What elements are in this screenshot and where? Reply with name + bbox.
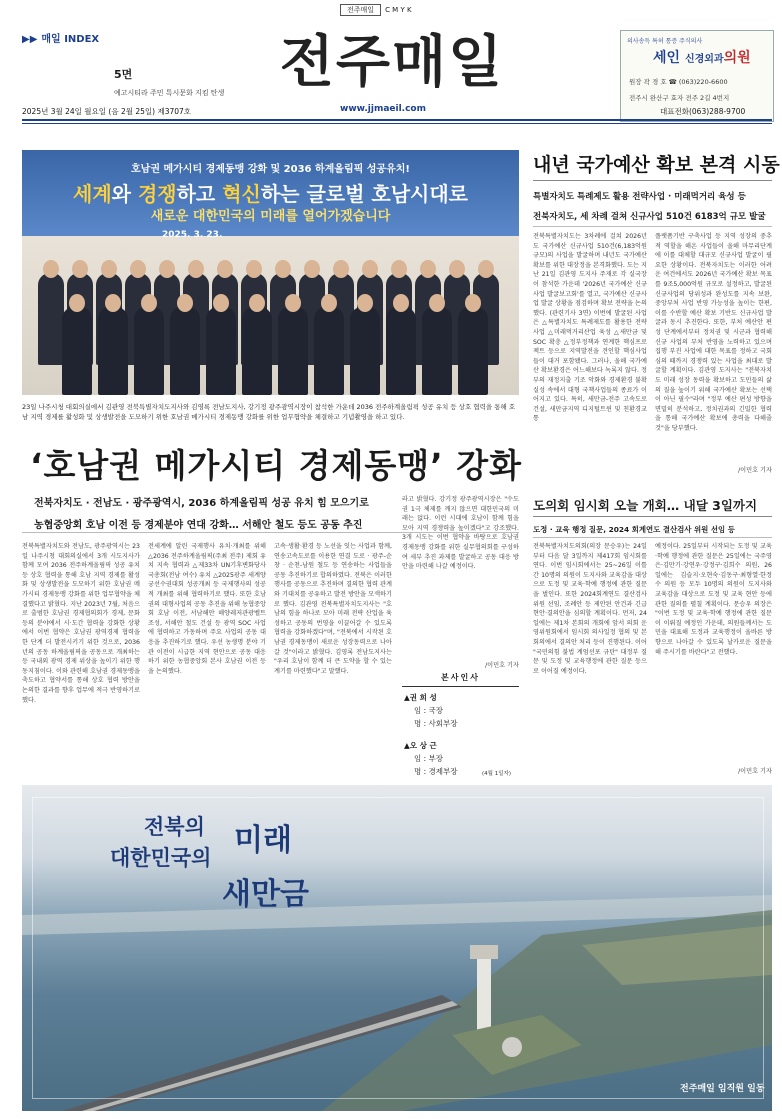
photo-person-head xyxy=(217,260,233,278)
photo-person xyxy=(422,307,452,395)
photo-person xyxy=(278,307,308,395)
personnel-title: 본사인사 xyxy=(441,673,480,682)
ad-name: 세인 신경외과의원 xyxy=(653,50,751,66)
main-column-3: 고속·생활·환경 등 노선을 잇는 사업과 함께, 연송고속도로를 이용한 연결 도로 · 광주-순창 · 순천-남원 철도 등 연송하는 사업들을 공동 추진하기로 합의하였다. 전북은 이러한 행사를 공동으로 추진하며 결의한 협력 관계와 기대치를 공유하고 발전 방안을 모색하기로 했다. 김관영 전북특별자치도지사는 "호남의 힘을 하나로 모아 미래 전략 산업을 육성하고 공동의 번영을 이끌어갈 수 있도록 협력을 강화하겠다"며, "전북에서 시작된 호남권 경제동맹이 새로운 성장동력으로 나아갈 것"이라고 밝혔다. 김영록 전남도지사는 "우리 호남이 함께 더 큰 도약을 할 수 있는 계기를 마련했다"고 말했다. xyxy=(274,543,392,675)
r2-byline: /이민호 기자 xyxy=(738,768,772,775)
photo-person-head xyxy=(141,294,157,312)
main-headline[interactable]: ‘호남권 메가시티 경제동맹’ 강화 xyxy=(30,446,522,485)
photo-person xyxy=(206,307,236,395)
r1-column-2: 플랫폼기반 구축사업 등 지역 성장의 중추적 역할을 해온 사업들이 올해 마무리단계에 이를 대체할 대규모 신규사업 발굴이 필요한 상황이다. 전북자치도는 이러한 어려운 여건에서도 2026년 국가예산 확보 목표를 9조5,000억원 규모로 설정하고, 발굴된 신규사업의 당위성과 완성도를 지속 보완, 중앙부처 사업 반영 가능성을 높이는 한편, 이를 수반할 예산 확보 기반도 신규사업 발굴과 동시 추진한다. 또한, 부처 예산안 편성 단계에서부터 정치권 및 시군과 협력해 신규 사업의 부처 반영을 노력하고 있으며 집행 부진 사업에 대한 목표를 정하고 국회심의 때까지 경쟁력 있는 사업을 최대로 발굴할 계획이다. 김관영 도지사는 "전북자치도 미래 성장 동력을 확보하고 도민들의 삶의 질을 높이기 위해 국가예산 확보는 선택이 아닌 필수"라며 "정부 예산 편성 방향을 면밀히 분석하고, 정치권과의 긴밀한 협력을 통해 국가예산 확보에 총력을 다해줄 것"을 당부했다. xyxy=(655,233,772,432)
photo-person-head xyxy=(357,294,373,312)
r1-rule-2 xyxy=(533,226,772,227)
r2-rule-2 xyxy=(533,537,772,538)
r1-headline[interactable]: 내년 국가예산 확보 본격 시동 xyxy=(533,154,780,176)
photo-person-head xyxy=(304,260,320,278)
photo-person-head xyxy=(285,294,301,312)
r1-subhead-1: 특별자치도 특례제도 활용 전략사업 · 미래먹거리 육성 등 xyxy=(533,192,746,202)
photo-banner-main: 세계와 경쟁하고 혁신하는 글로벌 호남시대로 xyxy=(73,182,468,206)
photo-person-head xyxy=(420,260,436,278)
lead-photo xyxy=(22,150,519,395)
index-page: 5면 xyxy=(114,68,133,81)
masthead: 전주매일 xyxy=(279,30,505,95)
ad-address: 전주시 완산구 효자 전주 2길 4번지 xyxy=(629,94,730,102)
photo-person xyxy=(170,307,200,395)
photo-person-head xyxy=(72,260,88,278)
personnel-1-appoint: 임 : 국장 xyxy=(414,706,444,715)
personnel-2-title: 명 : 경제부장 xyxy=(414,767,458,776)
personnel-1-title: 명 : 사회부장 xyxy=(414,719,458,728)
r1-column-1: 전북특별자치도는 3차례에 걸쳐 2026년도 국가예산 신규사업 510건(6,183억원 규모)의 사업을 발굴하며 내년도 국가예산 확보를 위한 대장정을 본격화했다. 도는 지난 21일 김관영 도지사 주재로 각 실국장이 참석한 가운데 '2026년 국가예산 신규사업 발굴보고회'를 열고, 국가예산 신규사업 발굴 상황을 점검하며 확보 전략을 논의했다. (관련기사 3면) 이번에 발굴된 사업은 △특별자치도 특례제도를 활용한 전략사업 △미래먹거리산업 육성 △새만금 및 SOC 확충 △정부정책과 연계한 핵심프로젝트 등으로 지역발전을 견인할 핵심사업들이 대거 포함됐다. 그러나, 올해 국가예산 확보환경은 어느해보다 녹록지 않다. 정부의 재정지출 기조 악화와 경제환경 불확실성 속에서 대형 국책사업들의 종료가 이어지고 있다. 특히, 새만금-전주 고속도로 건설, 새만금지역 디지털트윈 및 친환경교통 xyxy=(533,233,647,423)
photo-person xyxy=(386,307,416,395)
photo-person xyxy=(98,307,128,395)
photo-person-head xyxy=(188,260,204,278)
phone: 대표전화(063)288-9700 xyxy=(660,107,746,116)
photo-date: 2025. 3. 23. xyxy=(162,230,223,240)
photo-person-head xyxy=(429,294,445,312)
r2-column-2: 예정이다. 25일부터 시작되는 도정 및 교육·학예 행정에 관한 질문은 25일에는 국주영은·김만기·강연우·강정구·김희수 의원, 26일에는 김슬지·오현숙·김동구·최형열·한정수 의원 등 모두 10명의 의원이 도지사와 교육감을 대상으로 도정 및 교육 현안 등에 관한 질의를 펼칠 계획이다. 문승우 의장은 "이번 도정 및 교육·학예 행정에 관한 질문이 이뤄질 예정인 가운데, 의원들께서는 도민을 대표해 도정과 교육행정이 올바른 방향으로 나아갈 수 있도록 날카로운 질문을 해 주시기를 바란다"고 전했다. xyxy=(655,543,772,656)
photo-person-head xyxy=(449,260,465,278)
double-arrow-icon: ▶▶ xyxy=(22,34,38,45)
photo-person xyxy=(134,307,164,395)
photo-person-head xyxy=(249,294,265,312)
personnel-2-name: ▲오 상 근 xyxy=(404,741,437,750)
photo-person-head xyxy=(246,260,262,278)
photo-person-head xyxy=(465,294,481,312)
print-mark-label: 전주매일 xyxy=(340,4,381,16)
personnel-2-appoint: 임 : 부장 xyxy=(414,754,444,763)
personnel-footer: (4월 1일자) xyxy=(482,771,511,777)
photo-person-head xyxy=(333,260,349,278)
r2-column-1: 전북특별자치도의회(의장 문승우)는 24일부터 다음 달 3일까지 제417회 임시회를 연다. 이번 임시회에서는 25~26일 이틀간 10명의 의원이 도지사와 교육감을 대상으로 도정 및 교육·학예 행정에 관한 질문을 벌인다. 또한 2024회계연도 결산검사위원 선임, 조례안 등 제안된 안건과 긴급 현안·결의안을 심의할 계획이다. 먼저, 24일에는 제1차 본회의 개회에 앞서 의회 운영위원회에서 임시회 의사일정 협의 및 본회의에서 결의안 처리 등이 진행된다. 이어 "국민의힘 불법 계엄선포 규탄" 대정부 질문 및 도정 및 교육행정에 관한 질문 등으로 이어질 예정이다. xyxy=(533,543,647,675)
print-mark xyxy=(340,4,440,16)
photo-person-head xyxy=(130,260,146,278)
r2-subhead: 도정 · 교육 행정 질문, 2024 회계연도 결산검사 위원 선임 등 xyxy=(533,525,735,534)
ad-text-jeonbuk: 전북의 xyxy=(144,815,205,839)
photo-person-head xyxy=(213,294,229,312)
masthead-rule xyxy=(22,119,772,121)
photo-person-head xyxy=(362,260,378,278)
photo-person-head xyxy=(321,294,337,312)
r1-byline: /이민호 기자 xyxy=(738,467,772,474)
index-title: ▶▶ 매일 INDEX xyxy=(22,34,100,45)
photo-person xyxy=(458,307,488,395)
ad-signature: 전주매일 임직원 일동 xyxy=(680,1084,765,1094)
ad-text-future: 미래 xyxy=(234,823,292,858)
photo-person-head xyxy=(478,260,494,278)
main-subhead-2: 농협중앙회 호남 이전 등 경제분야 연대 강화… 서해안 철도 등도 공동 추진 xyxy=(34,520,363,531)
photo-person-head xyxy=(391,260,407,278)
photo-person-head xyxy=(275,260,291,278)
photo-caption: 23일 나주시청 대회의실에서 김관영 전북특별자치도지사와 김영록 전남도지사, 강기정 광주광역시장이 참석한 가운데 2036 전주하계올림픽 성공 유치 등 상호 협력을 통해 호남 지역 경제를 활성화 및 상생발전을 도모하기 위한 호남권 메가시티 경제동맹 강화를 위한 업무협약을 체결하고 기념촬영을 하고 있다. xyxy=(22,403,516,421)
photo-person xyxy=(38,273,64,365)
main-subhead-1: 전북자치도 · 전남도 · 광주광역시, 2036 하계올림픽 성공 유치 힘 모으기로 xyxy=(34,498,369,509)
print-mark-cmyk: C M Y K xyxy=(385,6,412,14)
r2-rule xyxy=(533,516,772,517)
ad-small-text: 의사송득 특허 통증 주식의사 xyxy=(627,38,703,45)
personnel-rule xyxy=(402,686,519,687)
photo-person xyxy=(314,307,344,395)
site-url[interactable]: www.jjmaeil.com xyxy=(340,104,426,114)
index-desc: 예고시티라 주민 특시문화 지킴 탄생 xyxy=(114,89,225,97)
saemangeum-ad xyxy=(22,785,772,1111)
r1-subhead-2: 전북자치도, 세 차례 걸쳐 신규사업 510건 6183억 규모 발굴 xyxy=(533,212,766,222)
photo-banner-sub: 새로운 대한민국의 미래를 열어가겠습니다 xyxy=(150,209,391,224)
photo-person-head xyxy=(105,294,121,312)
photo-person-head xyxy=(159,260,175,278)
r2-headline[interactable]: 도의회 임시회 오늘 개회… 내달 3일까지 xyxy=(533,498,758,513)
ad-contact: 원장 곽 경 호 ☎ (063)220-6600 xyxy=(629,78,728,86)
r1-rule xyxy=(533,180,772,181)
main-column-1: 전북특별자치도와 전남도, 광주광역시는 23일 나주시청 대회의실에서 3개 시도지사가 함께 모여 2036 전주하계올림픽 성공 유치 등 상호 협력을 통해 호남 지역 경제를 활성화 및 상생발전을 도모하기 위한 호남권 메가시티 경제동맹 강화를 위한 업무협약을 체결했다고 밝혔다. 지난 2023년 7월, 처음으로 출범한 호남권 경제협의회가 경제, 문화 등의 분야에서 시·도간 협력을 강화한 상황에서 이번 협약은 호남권 광역경제 협력을 한 단계 더 발전시키기 위한 것으로, 2036년의 공동 하계올림픽을 공동으로 개최하는 등 국내외 광역 경제 위상을 높이기 위한 행동지침이다. 이와 관련해 호남권 경제동맹을 축도하고 협약서를 통해 상호 협력 방안을 논의한 결과를 향후 업무에 적극 반영하기로 했다. xyxy=(22,543,140,704)
photo-person-head xyxy=(393,294,409,312)
photo-person-head xyxy=(177,294,193,312)
photo-people xyxy=(32,260,509,395)
dateline: 2025년 3월 24일 월요일 (음 2월 25일) 제3707호 xyxy=(22,107,192,116)
ad-text-saemangeum: 새만금 xyxy=(222,877,309,912)
photo-person xyxy=(350,307,380,395)
masthead-rule-thin xyxy=(22,123,772,124)
main-byline: /이민호 기자 xyxy=(485,662,519,669)
photo-person xyxy=(242,307,272,395)
main-column-4: 라고 밝혔다. 강기정 광주광역시장은 "수도권 1극 체제를 깨지 않으면 대한민국의 미래는 없다. 이런 시대에 호남이 함께 힘을 모아 지역 경쟁력을 높이겠다"고 강조했다. 3개 시도는 이번 협약을 바탕으로 호남권 경제동맹 강화를 위한 실무협의회를 구성하여 세부 추진 과제를 발굴하고 공동 대응 방안을 마련해 나갈 예정이다. xyxy=(402,496,519,571)
photo-person-head xyxy=(69,294,85,312)
photo-person xyxy=(62,307,92,395)
photo-person-head xyxy=(43,260,59,278)
main-column-2: 전세계에 알린 국제행사 유치·개최를 위해 △2036 전주하계올림픽(주최 전주) 제회 유치 지속 협력과 △제33차 UN기후변화당사국총회(전남 여수) 유치 △2025광주 세계양궁선수권대회 성공개최 등 국제행사의 성공적 개최를 위해 협력하기로 했다. 또한 호남권의 대형사업의 공동 추진을 위해 농협중앙회 호남 이전, 서남해안 해양레저관광벨트 조성, 서해안 철도 건설 등 광역 SOC 사업에 협력하고 가동하며 주요 사업의 공동 대응을 추진하기로 했다. 우선 농생명 분야 기관 이전이 시급한 지역 현안으로 공동 대응하기 위한 농협중앙회 본사 호남권 이전 등을 논의했다. xyxy=(148,543,266,675)
ad-text-korea: 대한민국의 xyxy=(110,846,212,870)
photo-banner-top: 호남권 메가시티 경제동맹 강화 및 2036 하계올림픽 성공유치! xyxy=(131,164,410,175)
personnel-1-name: ▲권 희 성 xyxy=(404,693,437,702)
photo-person-head xyxy=(101,260,117,278)
